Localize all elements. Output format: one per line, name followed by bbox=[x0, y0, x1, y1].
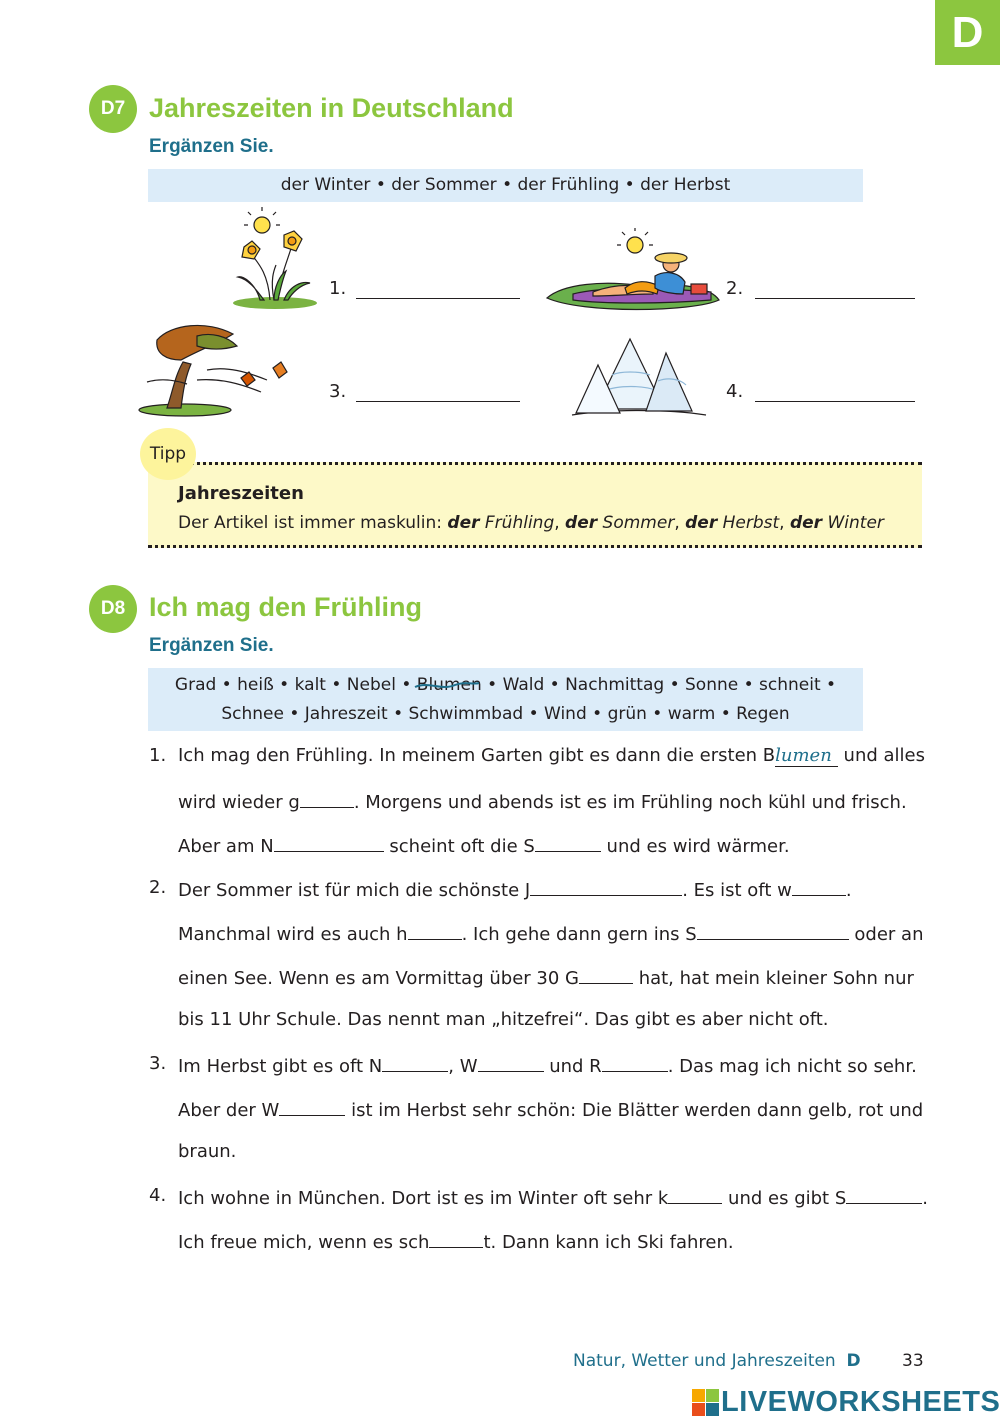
d8-badge: D8 bbox=[89, 585, 137, 633]
d7-badge: D7 bbox=[89, 85, 137, 133]
d8-word-box-line-1 bbox=[148, 671, 863, 700]
exercise-line bbox=[178, 833, 790, 857]
page-number: 33 bbox=[902, 1351, 924, 1371]
exercise-number: 3. bbox=[149, 1053, 167, 1074]
tipp-separator: , bbox=[674, 513, 686, 533]
tipp-label: Tipp bbox=[140, 428, 196, 480]
summer-sunbathing-icon bbox=[543, 228, 723, 316]
exercise-line bbox=[178, 877, 852, 901]
d7-answer-line-4[interactable] bbox=[755, 401, 915, 402]
tipp-box bbox=[148, 462, 922, 548]
exercise-text: einen See. Wenn es am Vormittag über 30 G bbox=[178, 968, 579, 989]
chapter-corner-tab: D bbox=[935, 0, 1000, 65]
answer-blank[interactable] bbox=[530, 877, 682, 896]
tipp-separator: , bbox=[779, 513, 790, 533]
exercise-text: und alles bbox=[837, 745, 925, 766]
exercise-text: oder an bbox=[848, 924, 924, 945]
exercise-text: , W bbox=[448, 1056, 478, 1077]
autumn-wind-tree-icon bbox=[137, 320, 297, 417]
exercise-text: Aber am N bbox=[178, 836, 274, 857]
exercise-text: bis 11 Uhr Schule. Das nennt man „hitzefrei“. Das gibt es aber nicht oft. bbox=[178, 1009, 829, 1030]
answer-blank[interactable] bbox=[274, 833, 384, 852]
d7-item-number: 1. bbox=[329, 278, 347, 299]
tipp-text-prefix: Der Artikel ist immer maskulin: bbox=[178, 513, 448, 533]
answer-blank[interactable] bbox=[382, 1053, 448, 1072]
answer-blank[interactable] bbox=[478, 1053, 544, 1072]
exercise-text: t. Dann kann ich Ski fahren. bbox=[483, 1232, 734, 1253]
exercise-line bbox=[178, 1229, 734, 1253]
d7-answer-line-1[interactable] bbox=[356, 298, 520, 299]
spring-flowers-icon bbox=[230, 205, 320, 310]
badge-square bbox=[706, 1403, 719, 1416]
answer-blank[interactable] bbox=[697, 921, 849, 940]
exercise-text: scheint oft die S bbox=[383, 836, 535, 857]
exercise-line bbox=[178, 789, 907, 813]
answer-blank[interactable] bbox=[846, 1185, 922, 1204]
filled-answer[interactable]: lumen bbox=[775, 745, 838, 767]
d7-title: Jahreszeiten in Deutschland bbox=[149, 93, 514, 123]
exercise-text: . Ich gehe dann gern ins S bbox=[461, 924, 697, 945]
exercise-text: Aber der W bbox=[178, 1100, 280, 1121]
exercise-text: Im Herbst gibt es oft N bbox=[178, 1056, 383, 1077]
d8-instruction: Ergänzen Sie. bbox=[149, 635, 274, 656]
d7-item-number: 3. bbox=[329, 381, 347, 402]
tipp-article: der bbox=[789, 513, 823, 533]
exercise-number: 2. bbox=[149, 877, 167, 898]
exercise-text: . bbox=[922, 1188, 928, 1209]
tipp-text bbox=[178, 513, 884, 533]
answer-blank[interactable] bbox=[668, 1185, 722, 1204]
exercise-text: . Es ist oft w bbox=[682, 880, 792, 901]
d8-word-box bbox=[148, 668, 863, 731]
footer-chapter-title: Natur, Wetter und Jahreszeiten bbox=[573, 1351, 836, 1371]
answer-blank[interactable] bbox=[279, 1097, 345, 1116]
exercise-text: Manchmal wird es auch h bbox=[178, 924, 408, 945]
exercise-line bbox=[178, 1053, 917, 1077]
d7-answer-line-3[interactable] bbox=[356, 401, 520, 402]
tipp-title: Jahreszeiten bbox=[178, 483, 304, 504]
word-list: • Wald • Nachmittag • Sonne • schneit • bbox=[481, 675, 837, 695]
exercise-text: Ich mag den Frühling. In meinem Garten gibt es dann die ersten B bbox=[178, 745, 776, 766]
tipp-noun: Sommer bbox=[602, 513, 675, 533]
answer-blank[interactable] bbox=[602, 1053, 668, 1072]
exercise-text: hat, hat mein kleiner Sohn nur bbox=[632, 968, 914, 989]
d7-answer-line-2[interactable] bbox=[755, 298, 915, 299]
exercise-text: . Das mag ich nicht so sehr. bbox=[667, 1056, 917, 1077]
exercise-text: Ich freue mich, wenn es sch bbox=[178, 1232, 430, 1253]
d8-title: Ich mag den Frühling bbox=[149, 592, 423, 622]
exercise-text: und R bbox=[543, 1056, 602, 1077]
tipp-article: der bbox=[447, 513, 480, 533]
answer-blank[interactable] bbox=[429, 1229, 483, 1248]
footer-chapter-letter: D bbox=[846, 1351, 861, 1371]
tipp-article: der bbox=[685, 513, 718, 533]
exercise-line bbox=[178, 1185, 928, 1209]
answer-blank[interactable] bbox=[300, 789, 354, 808]
footer-chapter bbox=[573, 1351, 861, 1371]
tipp-separator: , bbox=[554, 513, 566, 533]
exercise-text: ist im Herbst sehr schön: Die Blätter werden dann gelb, rot und bbox=[345, 1100, 924, 1121]
word-list: Grad • heiß • kalt • Nebel • bbox=[174, 675, 417, 695]
answer-blank[interactable] bbox=[408, 921, 462, 940]
d7-item-number: 2. bbox=[726, 278, 744, 299]
live-badge-icon bbox=[692, 1389, 719, 1416]
exercise-text: und es wird wärmer. bbox=[600, 836, 790, 857]
exercise-line bbox=[178, 1009, 829, 1030]
exercise-line bbox=[178, 1097, 923, 1121]
exercise-text: . Morgens und abends ist es im Frühling noch kühl und frisch. bbox=[353, 792, 907, 813]
tipp-noun: Herbst bbox=[722, 513, 780, 533]
d7-item-number: 4. bbox=[726, 381, 744, 402]
strike-mark-icon bbox=[415, 679, 481, 693]
liveworksheets-logo[interactable] bbox=[692, 1386, 1000, 1419]
tipp-article: der bbox=[565, 513, 598, 533]
exercise-text: und es gibt S bbox=[722, 1188, 847, 1209]
exercise-line bbox=[178, 745, 925, 766]
d8-word-box-line-2: Schnee • Jahreszeit • Schwimmbad • Wind • grün • warm • Regen bbox=[221, 704, 790, 724]
exercise-text: . bbox=[845, 880, 852, 901]
badge-square bbox=[692, 1389, 705, 1402]
answer-blank[interactable] bbox=[792, 877, 846, 896]
exercise-line bbox=[178, 1141, 236, 1162]
winter-snowy-trees-icon bbox=[568, 335, 710, 423]
tipp-noun: Winter bbox=[827, 513, 884, 533]
exercise-line bbox=[178, 965, 914, 989]
exercise-text: wird wieder g bbox=[178, 792, 300, 813]
answer-blank[interactable] bbox=[579, 965, 633, 984]
d7-instruction: Ergänzen Sie. bbox=[149, 136, 274, 157]
exercise-number: 1. bbox=[149, 745, 167, 766]
crossed-word bbox=[417, 675, 482, 695]
tipp-noun: Frühling bbox=[484, 513, 555, 533]
logo-text: LIVEWORKSHEETS bbox=[721, 1386, 1000, 1418]
d7-word-box: der Winter • der Sommer • der Frühling • der Herbst bbox=[148, 169, 863, 202]
answer-blank[interactable] bbox=[535, 833, 601, 852]
crossed-word-text: Blumen bbox=[416, 675, 482, 695]
exercise-text: braun. bbox=[178, 1141, 237, 1162]
exercise-line bbox=[178, 921, 923, 945]
badge-square bbox=[692, 1403, 705, 1416]
exercise-text: Der Sommer ist für mich die schönste J bbox=[178, 880, 531, 901]
exercise-number: 4. bbox=[149, 1185, 167, 1206]
badge-square bbox=[706, 1389, 719, 1402]
exercise-text: Ich wohne in München. Dort ist es im Winter oft sehr k bbox=[178, 1188, 669, 1209]
